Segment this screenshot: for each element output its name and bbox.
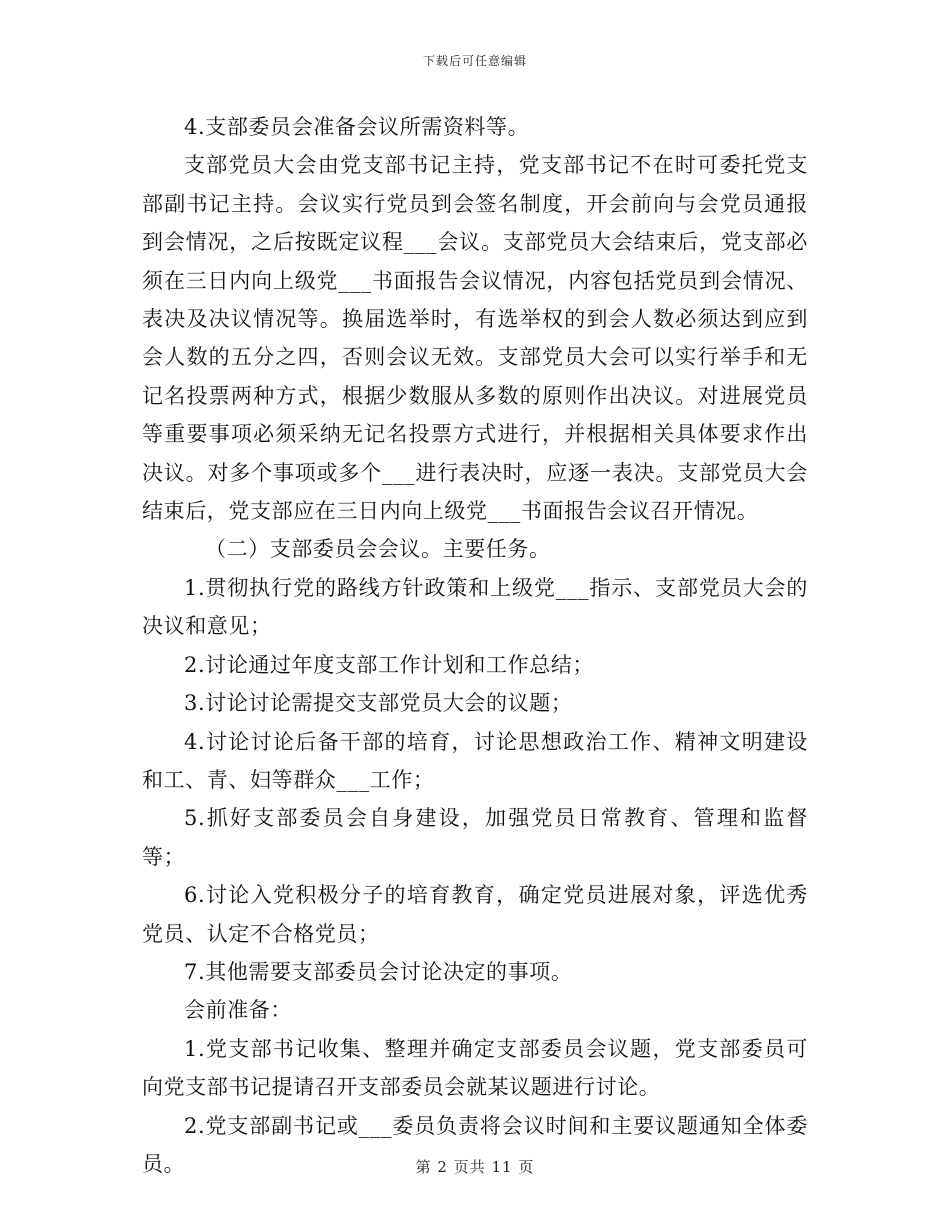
- document-body: [142, 108, 808, 1183]
- paragraph: 4.讨论讨论后备干部的培育，讨论思想政治工作、精神文明建设和工、青、妇等群众___工作；: [142, 729, 808, 792]
- paragraph: 支部党员大会由党支部书记主持，党支部书记不在时可委托党支部副书记主持。会议实行党员到会签名制度，开会前向与会党员通报到会情况，之后按既定议程___会议。支部党员大会结束后，党支部必须在三日内向上级党___书面报告会议情况，内容包括党员到会情况、表决及决议情况等。换届选举时，有选举权的到会人数必须达到应到会人数的五分之四，否则会议无效。支部党员大会可以实行举手和无记名投票两种方式，根据少数服从多数的原则作出决议。对进展党员等重要事项必须采纳无记名投票方式进行，并根据相关具体要求作出决议。对多个事项或多个___进行表决时，应逐一表决。支部党员大会结束后，党支部应在三日内向上级党___书面报告会议召开情况。: [142, 153, 808, 524]
- paragraph: 2.讨论通过年度支部工作计划和工作总结；: [184, 652, 595, 677]
- paragraph: 5.抓好支部委员会自身建设，加强党员日常教育、管理和监督等；: [142, 806, 808, 869]
- paragraph: 1.贯彻执行党的路线方针政策和上级党___指示、支部党员大会的决议和意见；: [142, 575, 808, 639]
- page-footer: 第 2 页共 11 页: [415, 1158, 535, 1176]
- paragraph: 会前准备：: [184, 998, 292, 1023]
- paragraph: 2.党支部副书记或___委员负责将会议时间和主要议题通知全体委员。: [142, 1113, 808, 1176]
- paragraph: 6.讨论入党积极分子的培育教育，确定党员进展对象，评选优秀党员、认定不合格党员；: [142, 883, 808, 946]
- paragraph: 7.其他需要支部委员会讨论决定的事项。: [184, 959, 573, 984]
- section-heading: （二）支部委员会会议。主要任务。: [205, 537, 551, 562]
- paragraph: 1.党支部书记收集、整理并确定支部委员会议题，党支部委员可向党支部书记提请召开支部委员会就某议题进行讨论。: [142, 1036, 808, 1100]
- paragraph: 3.讨论讨论需提交支部党员大会的议题；: [184, 691, 573, 716]
- paragraph: 4.支部委员会准备会议所需资料等。: [184, 115, 530, 139]
- page-header: 下载后可任意编辑: [422, 54, 527, 68]
